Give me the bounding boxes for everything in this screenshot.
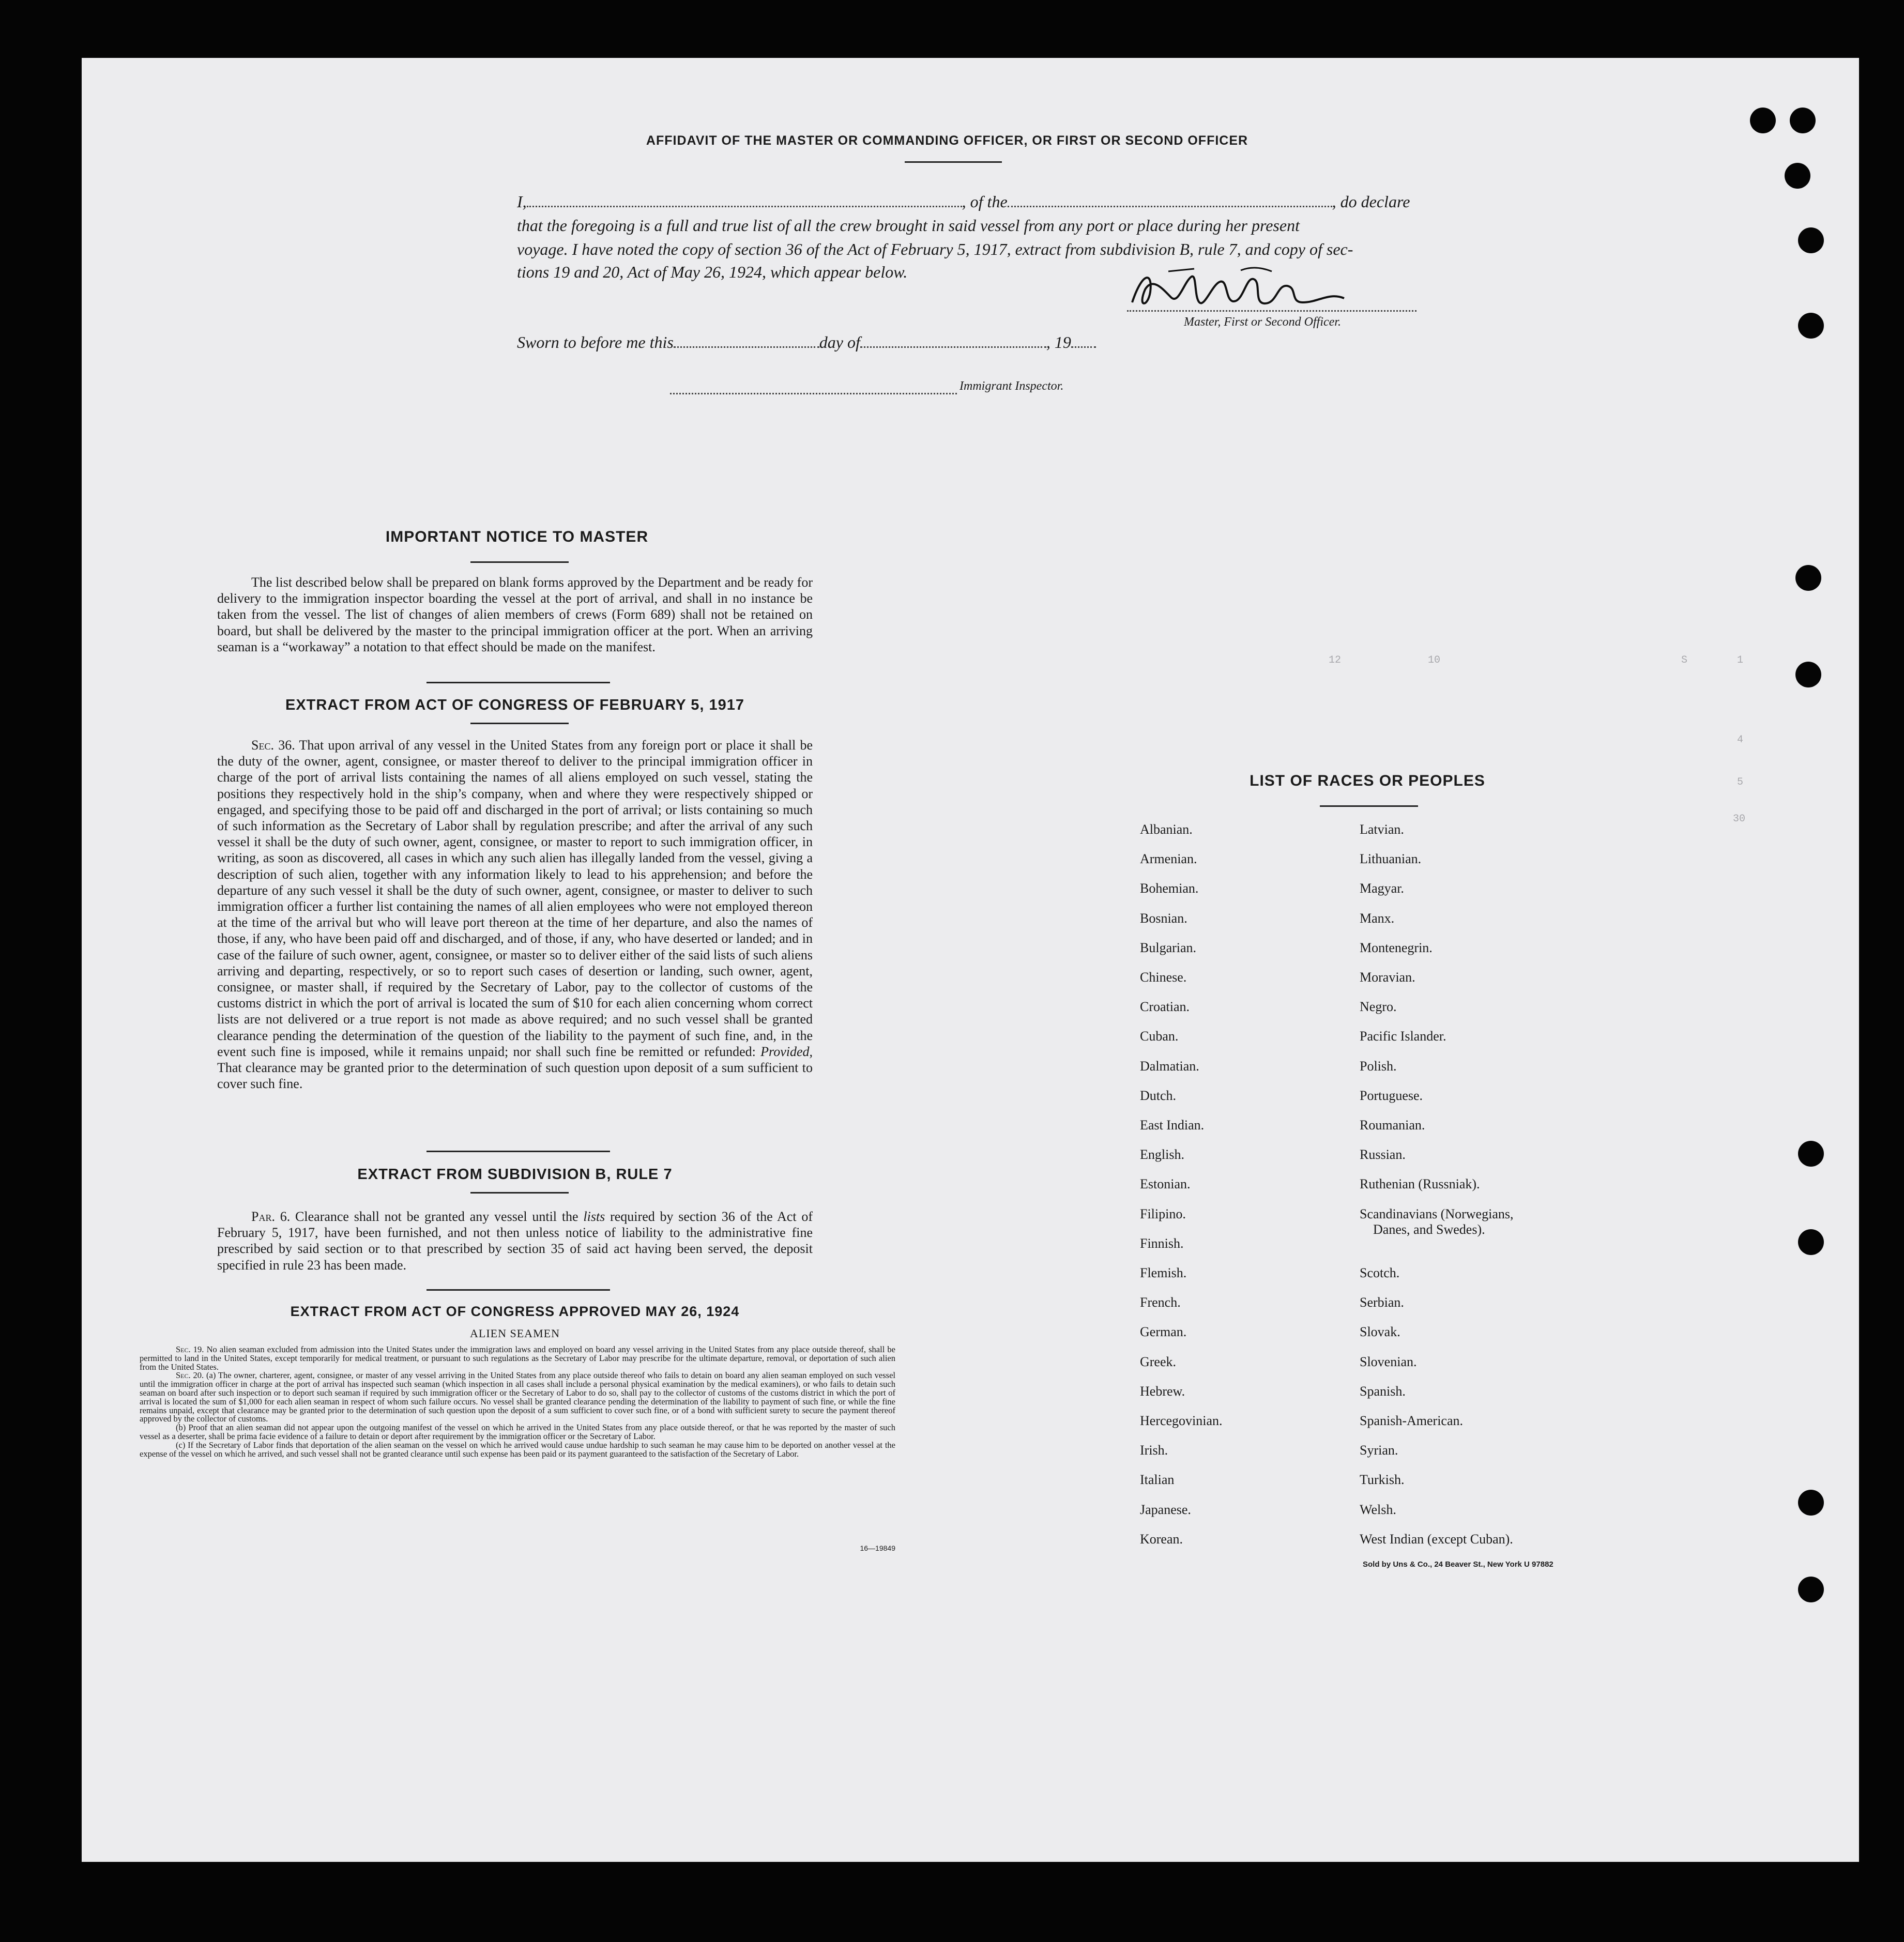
race-item: Russian. <box>1360 1147 1406 1163</box>
rule-7-heading: EXTRACT FROM SUBDIVISION B, RULE 7 <box>357 1166 673 1183</box>
race-item: English. <box>1140 1147 1184 1163</box>
race-item: Lithuanian. <box>1360 851 1422 867</box>
race-item: Greek. <box>1140 1354 1177 1369</box>
section-20c: (c) If the Secretary of Labor finds that deportation of the alien seaman on the vessel on which he arrived would cause undue hardship to such seaman he may cause him to be deported on another vessel at the expense of the vessel on which he arrived, and such vessel shall not be granted clearance until such expense has been paid or its payment guaranteed to the satisfaction of the Secretary of Labor. <box>140 1440 895 1459</box>
master-name-blank[interactable] <box>527 206 962 207</box>
race-item: Magyar. <box>1360 881 1404 896</box>
race-item: Finnish. <box>1140 1235 1184 1251</box>
races-title: LIST OF RACES OR PEOPLES <box>1250 772 1485 789</box>
punch-hole <box>1785 163 1810 189</box>
race-item: Flemish. <box>1140 1265 1187 1280</box>
proviso-label: Provided, <box>760 1044 813 1059</box>
punch-hole <box>1798 1141 1824 1167</box>
section-36-text <box>217 737 813 1092</box>
race-item: Spanish. <box>1360 1383 1406 1399</box>
section-rule <box>1320 805 1418 807</box>
race-item: Cuban. <box>1140 1029 1179 1044</box>
sworn-year: , 19 <box>1046 333 1071 351</box>
race-item: Bosnian. <box>1140 910 1187 926</box>
race-item: Slovenian. <box>1360 1354 1417 1369</box>
punch-hole <box>1795 565 1821 591</box>
section-19-body: No alien seaman excluded from admission into the United States under the immigration laws and employed on board any vessel arriving in the United States from any place outside thereof, shall be permitted to land in the United States, except temporarily for medical treatment, or pursuant to such regulations as the Secretary of Labor may prescribe for the ultimate departure, removal, or deportation of such alien from the United States. <box>140 1344 896 1372</box>
race-item: Croatian. <box>1140 999 1190 1015</box>
master-signature <box>1122 261 1360 318</box>
title-rule <box>905 161 1002 163</box>
sworn-day-blank[interactable] <box>674 346 819 348</box>
race-item: Roumanian. <box>1360 1118 1425 1133</box>
section-19-label: Sec. 19. <box>176 1344 204 1354</box>
extract-1924-heading: EXTRACT FROM ACT OF CONGRESS APPROVED MAY 26, 1924 <box>290 1304 740 1319</box>
proviso-text: That clearance may be granted prior to the determination of such question upon deposit of a sum sufficient to cover such fine. <box>217 1060 813 1092</box>
sworn-year-blank[interactable] <box>1071 346 1096 348</box>
section-rule <box>427 1151 610 1152</box>
bleed-through-mark: 5 <box>1737 776 1744 788</box>
race-item: Montenegrin. <box>1360 940 1433 955</box>
rule-7-text <box>217 1209 813 1273</box>
section-rule <box>427 1289 610 1291</box>
rule-7-body-b: required by section 36 of the Act of February 5, 1917, have been furnished, and not then unless notice of liability to the administrative fine prescribed by said section or to that prescribed by section 35 of said act having been served, the deposit specified in rule 23 has been made. <box>217 1209 813 1273</box>
race-item: Korean. <box>1140 1531 1183 1547</box>
signature-caption: Master, First or Second Officer. <box>1184 315 1341 329</box>
race-item: Italian <box>1140 1472 1175 1488</box>
race-item: Filipino. <box>1140 1206 1186 1221</box>
inspector-caption: Immigrant Inspector. <box>959 379 1064 393</box>
race-item: Slovak. <box>1360 1324 1400 1340</box>
sworn-month-blank[interactable] <box>860 346 1046 348</box>
sold-by-imprint: Sold by Uns & Co., 24 Beaver St., New York U 97882 <box>1363 1560 1553 1569</box>
race-item: Negro. <box>1360 999 1397 1015</box>
race-item: Estonian. <box>1140 1176 1191 1192</box>
vessel-name-blank[interactable] <box>1008 206 1332 207</box>
extract-1917-heading: EXTRACT FROM ACT OF CONGRESS OF FEBRUARY 5, 1917 <box>285 697 745 713</box>
inspector-line <box>670 393 957 394</box>
sworn-text: Sworn to before me this <box>517 333 674 351</box>
race-item: Irish. <box>1140 1443 1168 1458</box>
section-rule <box>470 1192 569 1194</box>
race-item: Chinese. <box>1140 970 1187 985</box>
race-item: Bohemian. <box>1140 881 1199 896</box>
race-item: French. <box>1140 1295 1181 1310</box>
race-item: Dutch. <box>1140 1088 1177 1103</box>
punch-hole <box>1798 1577 1824 1602</box>
alien-seamen-subheading: ALIEN SEAMEN <box>470 1327 560 1340</box>
bleed-through-mark: 30 <box>1733 813 1746 825</box>
race-item: Bulgarian. <box>1140 940 1197 955</box>
bleed-through-mark: 12 <box>1329 654 1342 666</box>
signature-line <box>1127 310 1416 312</box>
race-item: East Indian. <box>1140 1118 1205 1133</box>
sworn-line <box>517 333 1096 352</box>
affidavit-line-2: that the foregoing is a full and true list of all the crew brought in said vessel from any port or place during her present <box>517 216 1300 235</box>
sections-19-20-text <box>140 1345 895 1458</box>
race-item: Hercegovinian. <box>1140 1413 1223 1428</box>
section-20-label: Sec. 20. <box>176 1370 204 1381</box>
section-rule <box>470 723 569 724</box>
punch-hole <box>1798 313 1824 339</box>
affidavit-title: AFFIDAVIT OF THE MASTER OR COMMANDING OFFICER, OR FIRST OR SECOND OFFICER <box>646 133 1248 148</box>
race-item: Spanish-American. <box>1360 1413 1464 1428</box>
section-rule <box>470 561 569 563</box>
race-item: German. <box>1140 1324 1187 1340</box>
race-item: Portuguese. <box>1360 1088 1423 1103</box>
race-item: Japanese. <box>1140 1502 1191 1517</box>
race-item: Syrian. <box>1360 1443 1398 1458</box>
race-item: Serbian. <box>1360 1295 1404 1310</box>
lists-word: lists <box>583 1209 605 1224</box>
section-rule <box>427 682 610 683</box>
paragraph-6-label: Par. 6. <box>251 1209 291 1224</box>
race-item: Manx. <box>1360 910 1395 926</box>
affidavit-i: I, <box>517 192 527 211</box>
race-item: Polish. <box>1360 1058 1397 1074</box>
notice-title: IMPORTANT NOTICE TO MASTER <box>385 528 649 545</box>
race-item: Welsh. <box>1360 1502 1396 1517</box>
race-item: Turkish. <box>1360 1472 1405 1488</box>
section-20b: (b) Proof that an alien seaman did not appear upon the outgoing manifest of the vessel on which he arrived in the United States from any place outside thereof, or that he was reported by the master of such vessel as a deserter, shall be prima facie evidence of a failure to detain or deport after requirement by the immigration officer or the Secretary of Labor. <box>140 1423 895 1441</box>
race-item: Scandinavians (Norwegians, <box>1360 1206 1514 1221</box>
race-item: Latvian. <box>1360 822 1404 837</box>
section-36-body: That upon arrival of any vessel in the United States from any foreign port or place it shall be the duty of the owner, agent, consignee, or master thereof to deliver to the principal immigration officer in charge of the port of arrival lists containing the names of all aliens employed on such vessel, stating the positions they respectively hold in the ship’s company, when and where they were respectively shipped or engaged, and specifying those to be paid off and discharged in the port of arrival; or lists containing so much of such information as the Secretary of Labor shall by regulation prescribe; and after the arrival of any such vessel it shall be the duty of such owner, agent, consignee, or master to report to such immigration officer, in writing, as soon as discovered, all cases in which any such alien has illegally landed from the vessel, giving a description of such alien, together with any information likely to lead to his apprehension; and before the departure of any such vessel it shall be the duty of such owner, agent, consignee, or master to deliver to such immigration officer a further list containing the names of all alien employees who were not employed thereon at the time of the arrival but who will leave port thereon at the time of her departure, and also the names of those, if any, who have been paid off and discharged, and of those, if any, who have deserted or landed; and in case of the failure of such owner, agent, consignee, or master so to deliver either of the said lists of such aliens arriving and departing, respectively, or so to report such cases of desertion or landing, such owner, agent, consignee, or master shall, if required by the Secretary of Labor, pay to the collector of customs of the customs district in which the port of arrival is located the sum of $10 for each alien concerning whom correct lists are not delivered or a true report is not made as above required; and no such vessel shall be granted clearance pending the determination of the question of the liability to the payment of such fine, and, in the event such fine is imposed, while it remains unpaid; nor shall such fine be remitted or refunded: <box>217 738 813 1059</box>
form-number: 16—19849 <box>860 1544 895 1552</box>
punch-hole <box>1795 662 1821 687</box>
race-item: West Indian (except Cuban). <box>1360 1531 1513 1547</box>
punch-hole <box>1798 1229 1824 1255</box>
bleed-through-mark: 4 <box>1737 734 1744 746</box>
punch-hole <box>1750 108 1776 133</box>
section-20a-body: (a) The owner, charterer, agent, consignee, or master of any vessel arriving in the United States from any place outside thereof who fails to detain on board any alien seaman employed on such vessel until the immigration officer in charge at the port of arrival has inspected such seaman (which inspection in all cases shall include a personal physical examination by the medical examiners), or who fails to detain such seaman on board after such inspection or to deport such seaman if required by such immigration officer or the Secretary of Labor to do so, shall pay to the collector of customs of the customs district in which the port of arrival is located the sum of $1,000 for each alien seaman in respect of whom such failure occurs. No vessel shall be granted clearance pending the determination of the liability to payment of such fine, or while the fine remains unpaid, except that clearance may be granted prior to the determination of such question upon the deposit of a sum sufficient to cover such fine, or of a bond with sufficient surety to secure the payment thereof approved by the collector of customs. <box>140 1370 896 1424</box>
bleed-through-mark: 10 <box>1428 654 1441 666</box>
race-item: Dalmatian. <box>1140 1058 1199 1074</box>
section-19 <box>140 1345 895 1371</box>
race-item: Ruthenian (Russniak). <box>1360 1176 1480 1192</box>
race-item: Albanian. <box>1140 822 1193 837</box>
affidavit-line-1 <box>517 190 1444 213</box>
punch-hole <box>1798 1490 1824 1516</box>
race-item: Pacific Islander. <box>1360 1029 1446 1044</box>
affidavit-line-3: voyage. I have noted the copy of section 36 of the Act of February 5, 1917, extract from subdivision B, rule 7, and copy of sec- <box>517 240 1353 258</box>
race-item: Scotch. <box>1360 1265 1400 1280</box>
bleed-through-mark: 1 <box>1737 654 1744 666</box>
rule-7-body-a: Clearance shall not be granted any vessel until the <box>295 1209 578 1224</box>
race-item: Armenian. <box>1140 851 1197 867</box>
race-item: Hebrew. <box>1140 1383 1185 1399</box>
race-item-continuation: Danes, and Swedes). <box>1373 1221 1485 1237</box>
punch-hole <box>1790 108 1816 133</box>
punch-hole <box>1798 227 1824 253</box>
affidavit-of-the: , of the <box>962 192 1008 211</box>
affidavit-line-4: tions 19 and 20, Act of May 26, 1924, which appear below. <box>517 263 908 281</box>
notice-body: The list described below shall be prepared on blank forms approved by the Department and be ready for delivery to the immigration inspector boarding the vessel at the port of arrival, and shall in no instance be taken from the vessel. The list of changes of alien members of crews (Form 689) shall not be retained on board, but shall be delivered by the master to the principal immigration officer at the port. When an arriving seaman is a “workaway” a notation to that effect should be made on the manifest. <box>217 575 813 654</box>
section-36-label: Sec. 36. <box>251 738 295 753</box>
bleed-through-mark: S <box>1681 654 1688 666</box>
race-item: Moravian. <box>1360 970 1415 985</box>
affidavit-do-declare: , do declare <box>1332 192 1410 211</box>
section-20a <box>140 1371 895 1424</box>
sworn-day-of: day of <box>819 333 860 351</box>
